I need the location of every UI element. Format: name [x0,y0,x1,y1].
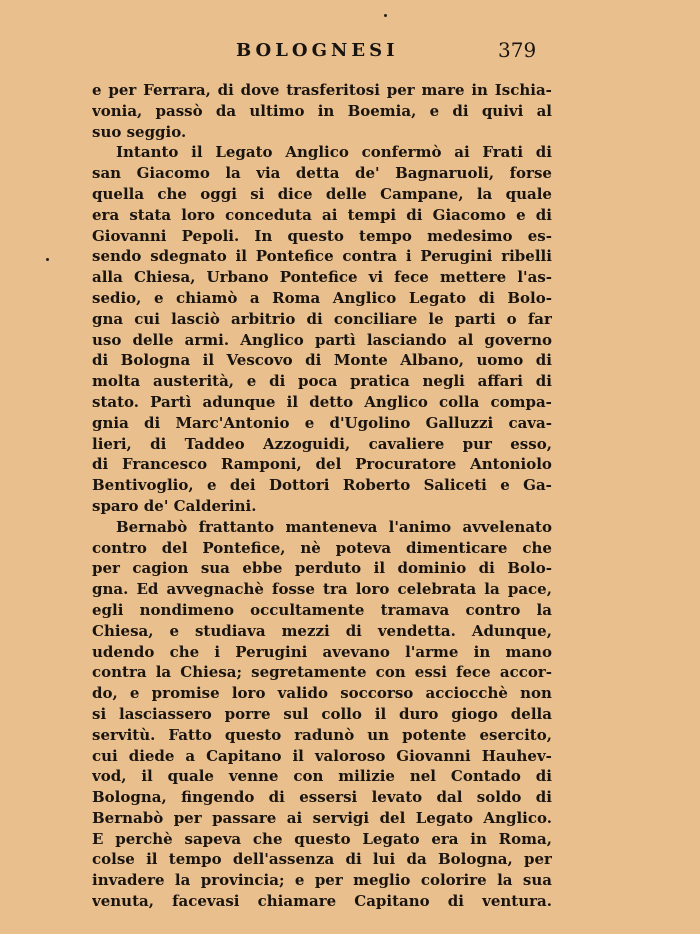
text-line: Bentivoglio, e dei Dottori Roberto Saliceti e Ga- [92,476,552,495]
text-line: quella che oggi si dice delle Campane, la quale [92,184,552,203]
text-line: Chiesa, e studiava mezzi di vendetta. Adunque, [92,621,552,640]
text-line: suo seggio. [92,122,187,141]
text-line: Intanto il Legato Anglico confermò ai Frati di [116,143,552,162]
text-line: si lasciassero porre sul collo il duro giogo della [92,704,552,723]
text-line: di Bologna il Vescovo di Monte Albano, uomo di [92,351,552,370]
text-line: stato. Partì adunque il detto Anglico colla compa- [92,392,552,411]
text-line: e per Ferrara, di dove trasferitosi per mare in Ischia- [92,81,552,99]
text-line: di Francesco Ramponi, del Procuratore Antoniolo [92,455,552,474]
text-line: Giovanni Pepoli. In questo tempo medesimo es- [92,226,552,245]
text-line: contra la Chiesa; segretamente con essi fece accor- [92,663,552,682]
text-line: molta austerità, e di poca pratica negli affari di [92,372,552,391]
text-line: alla Chiesa, Urbano Pontefice vi fece mettere l'as- [92,268,552,287]
text-line: servitù. Fatto questo radunò un potente esercito, [92,725,552,744]
text-line: contro del Pontefice, nè poteva dimenticare che [92,538,552,557]
text-line: Bernabò per passare ai servigi del Legato Anglico. [92,808,552,827]
text-line: cui diede a Capitano il valoroso Giovanni Hauhev- [92,746,552,765]
text-line: vod, il quale venne con milizie nel Contado di [92,767,552,786]
text-line: invadere la provincia; e per meglio colorire la sua [92,871,552,890]
text-line: E perchè sapeva che questo Legato era in Roma, [92,829,552,848]
text-line: udendo che i Perugini avevano l'arme in mano [92,642,552,661]
text-line: venuta, facevasi chiamare Capitano di ventura. [92,892,552,911]
text-line: per cagion sua ebbe perduto il dominio di Bolo- [92,559,552,578]
text-line: era stata loro conceduta ai tempi di Giacomo e di [92,205,552,224]
print-speck [46,258,49,261]
text-line: do, e promise loro valido soccorso acciocchè non [92,684,552,703]
page-number: 379 [498,38,537,62]
print-speck [384,14,387,17]
text-line: Bernabò frattanto manteneva l'animo avvelenato [116,517,552,536]
text-line: san Giacomo la via detta de' Bagnaruoli, forse [92,164,552,183]
page-header [0,40,700,70]
text-line: gna. Ed avvegnachè fosse tra loro celebrata la pace, [92,580,552,599]
text-line: sedio, e chiamò a Roma Anglico Legato di Bolo- [92,288,552,307]
text-line: sendo sdegnato il Pontefice contra i Perugini ribelli [92,247,552,266]
text-line: lieri, di Taddeo Azzoguidi, cavaliere pur esso, [92,434,552,453]
text-line: gna cui lasciò arbitrio di conciliare le parti o far [92,309,552,328]
text-line: egli nondimeno occultamente tramava contro la [92,600,552,619]
text-line: colse il tempo dell'assenza di lui da Bologna, per [92,850,552,869]
running-title: BOLOGNESI [236,40,399,61]
body-text [92,80,552,912]
text-line: sparo de' Calderini. [92,496,257,515]
text-line: Bologna, fingendo di essersi levato dal soldo di [92,788,552,807]
text-line: uso delle armi. Anglico partì lasciando al governo [92,330,552,349]
text-line: gnia di Marc'Antonio e d'Ugolino Galluzzi cava- [92,413,552,432]
text-line: vonia, passò da ultimo in Boemia, e di quivi al [92,101,552,120]
